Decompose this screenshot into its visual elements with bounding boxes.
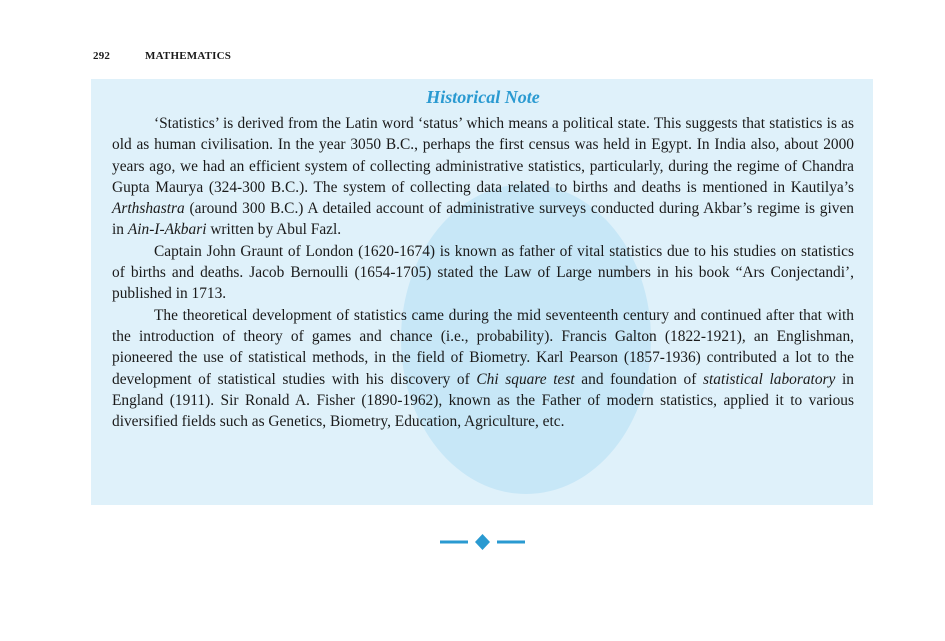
note-paragraph-2: [112, 241, 854, 305]
historical-note-box: [91, 79, 873, 505]
note-title: Historical Note: [426, 87, 540, 107]
note-paragraph-1: [112, 113, 854, 241]
text-run: (around 300 B.C.) A detailed account of administrative surveys conducted during Akbar’s regime is given in: [112, 200, 854, 239]
chapter-title: MATHEMATICS: [145, 50, 232, 62]
text-run: ‘Statistics’ is derived from the Latin word ‘status’ which means a political state. This suggests that statistics is as old as human civilisation. In the year 3050 B.C., perhaps the first census was held in Egypt. In India also, about 2000 years ago, we had an efficient system of collecting administrative statistics, particularly, during the regime of Chandra Gupta Maurya (324-300 B.C.). The system of collecting data related to births and deaths is mentioned in Kautilya’s: [112, 115, 854, 196]
diamond-divider-icon: [440, 532, 525, 552]
page-number: 292: [93, 50, 111, 62]
italic-term: Ain-I-Akbari: [127, 221, 207, 239]
italic-term: statistical laboratory: [703, 370, 836, 388]
page-header: [93, 50, 231, 62]
text-run: written by Abul Fazl.: [206, 221, 342, 239]
text-run: and foundation of: [574, 370, 703, 388]
text-run: The theoretical development of statistics came during the mid seventeenth century and continued after that with the introduction of theory of games and chance (i.e., probability). Francis Galton (1822-1921), an Englishman, pioneered the use of statistical methods, in the field of Biometry. Karl Pearson (1857-1936) contributed a lot to the development of statistical studies with his discovery of: [112, 306, 854, 388]
text-run: in England (1911). Sir Ronald A. Fisher (1890-1962), known as the Father of modern statistics, applied it to various diversified fields such as Genetics, Biometry, Education, Agriculture, etc.: [112, 370, 854, 431]
italic-term: Chi square test: [476, 370, 575, 388]
note-paragraph-3: [112, 305, 854, 433]
text-run: Captain John Graunt of London (1620-1674) is known as father of vital statistics due to his studies on statistics of births and deaths. Jacob Bernoulli (1654-1705) stated the Law of Large numbers in his book “Ars Conjectandi’, published in 1713.: [112, 242, 854, 303]
italic-term: Arthshastra: [112, 200, 185, 218]
